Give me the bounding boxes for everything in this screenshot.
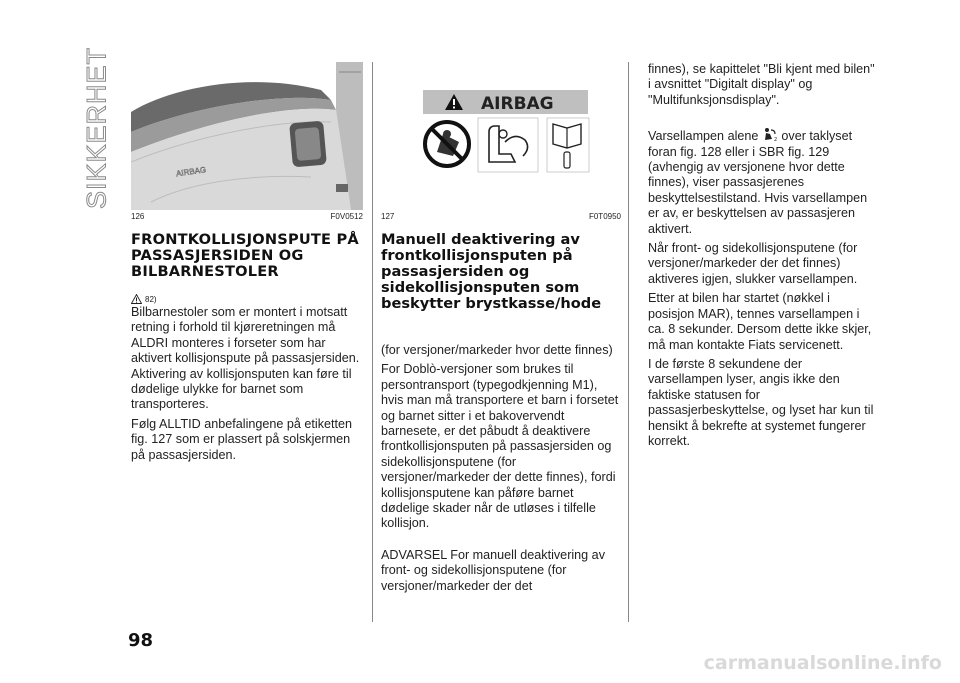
figure-126-airbag-text: AIRBAG (175, 165, 207, 179)
figure-127-image (381, 62, 621, 210)
paragraph: ADVARSEL For manuell deaktivering av front- og sidekollisjonsputene (for versjoner/markeder der det (381, 547, 605, 593)
warning-triangle-icon (131, 294, 142, 304)
figure-127-caption (381, 212, 621, 221)
figure-126-caption (131, 212, 363, 221)
section-heading: Manuell deaktivering av frontkollisjonsputen på passasjersiden og sidekollisjonsputen som beskytter brystkasse/hode (381, 231, 602, 312)
paragraph: (for versjoner/markeder hvor dette finnes) (381, 343, 613, 357)
figure-code: F0T0950 (588, 212, 621, 221)
paragraph: Når front- og sidekollisjonsputene (for versjoner/markeder der det finnes) aktiveres igjen, slukker varsellampen. (648, 241, 858, 286)
paragraph: Bilbarnestoler som er montert i motsatt retning i forhold til kjøreretningen må ALDRI monteres i forseter som har aktivert kollisjonspute på passasjersiden. Aktivering av kollisjonsputen kan føre til dødelige ulykke for barnet som transporteres. (131, 305, 360, 412)
section-heading: FRONTKOLLISJONSPUTE PÅ PASSASJERSIDEN OG BILBARNESTOLER (131, 231, 359, 280)
section-label: SIKKERHET (81, 46, 112, 210)
middle-body (381, 343, 623, 598)
section-tab (82, 48, 112, 208)
column-divider (372, 62, 373, 622)
paragraph: finnes), se kapittelet "Bli kjent med bilen" i avsnittet "Digitalt display" og "Multifunksjonsdisplay". (648, 62, 875, 107)
figure-number: 127 (381, 212, 395, 221)
paragraph: For Doblò-versjoner som brukes til persontransport (typegodkjenning M1), hvis man må transportere et barn i forsetet og barnet sitter i et bakovervendt barnesete, er det påbudt å deaktivere frontkollisjonsputen på passasjersiden og sidekollisjonsputene (for versjoner/markeder der dette finnes), fordi kollisjonsputene kan påføre barnet dødelige skader når de utløses i tilfelle kollisjon. (381, 362, 619, 531)
paragraph: Varsellampen alene 2 over taklyset foran fig. 128 eller i SBR fig. 129 (avhengig av versjonene hvor dette finnes), viser passasjerenes beskyttelsestilstand. Hvis varsellampen er av, er beskyttelsen av passasjeren aktivert. (648, 126, 876, 237)
figure-code: F0V0512 (330, 212, 363, 221)
left-body (131, 305, 367, 467)
passenger-airbag-off-icon (762, 126, 778, 142)
right-body (648, 62, 876, 453)
paragraph: Etter at bilen har startet (nøkkel i posisjon MAR), tennes varsellampen i ca. 8 sekunder. Dersom dette ikke skjer, må man kontakte Fiats servicenett. (648, 291, 872, 352)
watermark: carmanualsonline.info (703, 652, 942, 674)
figure-number: 126 (131, 212, 145, 221)
column-divider (628, 62, 629, 622)
paragraph: Følg ALLTID anbefalingene på etiketten fig. 127 som er plassert på solskjermen på passasjersiden. (131, 416, 352, 462)
figure-127-airbag-text: AIRBAG (481, 94, 554, 114)
figure-126-image (131, 62, 363, 210)
svg-text:2: 2 (773, 137, 778, 143)
paragraph: I de første 8 sekundene der varsellampen lyser, angis ikke den faktiske statusen for passasjerbeskyttelse, og lyset har kun til hensikt å bekrefte at systemet fungerer korrekt. (648, 356, 874, 448)
page-number: 98 (128, 630, 154, 651)
warning-reference: 82) (131, 294, 157, 304)
